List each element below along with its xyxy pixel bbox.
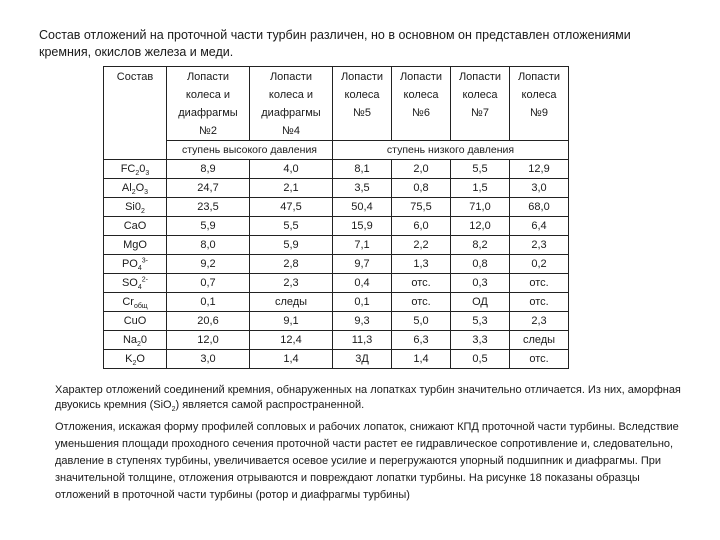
compound-cell	[104, 274, 167, 293]
table-row	[104, 350, 569, 369]
value-cell: 5,0	[392, 312, 451, 331]
blade-header-2	[167, 67, 250, 141]
value-cell: 5,9	[250, 236, 333, 255]
blade-header-9	[510, 67, 569, 141]
value-cell: 15,9	[333, 217, 392, 236]
value-cell: 6,3	[392, 331, 451, 350]
table-row	[104, 293, 569, 312]
value-cell: 6,4	[510, 217, 569, 236]
value-cell: 5,5	[451, 160, 510, 179]
value-cell: 8,2	[451, 236, 510, 255]
blade-header-4	[250, 67, 333, 141]
compound-sup: 2-	[141, 275, 149, 283]
stage-row	[104, 141, 569, 160]
compound-name: Na	[122, 333, 138, 346]
value-cell: 5,9	[167, 217, 250, 236]
header-line: Лопасти	[340, 71, 384, 83]
header-line: №6	[412, 107, 430, 119]
compound-cell	[104, 179, 167, 198]
blade-header-5	[333, 67, 392, 141]
value-cell: 23,5	[167, 198, 250, 217]
value-cell: 12,9	[510, 160, 569, 179]
table-row	[104, 198, 569, 217]
header-line: №5	[353, 107, 371, 119]
table-row	[104, 236, 569, 255]
compound-sub2: 3	[145, 169, 150, 177]
compound-cell	[104, 331, 167, 350]
value-cell: 2,3	[250, 274, 333, 293]
compound-name: Si0	[125, 200, 141, 213]
table-row	[104, 160, 569, 179]
value-cell: 0,8	[392, 179, 451, 198]
value-cell: 2,3	[510, 236, 569, 255]
value-cell: 2,2	[392, 236, 451, 255]
header-line: Лопасти	[269, 71, 313, 83]
compound-name: K	[125, 352, 133, 365]
paragraph-silicon-subscript: 2	[171, 406, 176, 414]
value-cell: 3,3	[451, 331, 510, 350]
value-cell: следы	[250, 293, 333, 312]
value-cell: отс.	[392, 274, 451, 293]
value-cell: 47,5	[250, 198, 333, 217]
deposits-table	[103, 66, 569, 369]
value-cell: 2,0	[392, 160, 451, 179]
table-body	[104, 160, 569, 369]
compound-sub: 4	[137, 283, 142, 291]
compound-cell	[104, 160, 167, 179]
intro-paragraph: Состав отложений на проточной части турбин различен, но в основном он представлен отложениями кремния, окислов железа и меди.	[39, 28, 631, 59]
header-line: диафрагмы	[261, 107, 321, 119]
value-cell: 2,8	[250, 255, 333, 274]
value-cell: 8,1	[333, 160, 392, 179]
compound-sup: 3-	[141, 256, 149, 264]
compound-cell	[104, 350, 167, 369]
blade-header-6	[392, 67, 451, 141]
compound-mid: O	[135, 181, 145, 194]
value-cell: 0,2	[510, 255, 569, 274]
value-cell: 1,4	[392, 350, 451, 369]
compound-cell	[104, 217, 167, 236]
value-cell: 7,1	[333, 236, 392, 255]
compound-sub: общ	[133, 302, 148, 310]
header-line: колеса	[521, 89, 557, 101]
value-cell: 4,0	[250, 160, 333, 179]
table-header-row	[104, 67, 569, 141]
compound-sub: 2	[132, 359, 137, 367]
value-cell: 12,0	[167, 331, 250, 350]
header-line: колеса и	[268, 89, 314, 101]
stage-high-label: ступень высокого давления	[167, 141, 333, 160]
value-cell: 3,5	[333, 179, 392, 198]
compound-name: SO	[121, 276, 138, 289]
compound-name: FC	[120, 162, 136, 175]
composition-header-label: Состав	[116, 71, 154, 83]
stage-low-label: ступень низкого давления	[333, 141, 569, 160]
compound-cell	[104, 312, 167, 331]
composition-header	[104, 67, 167, 160]
value-cell: отс.	[510, 293, 569, 312]
value-cell: 1,4	[250, 350, 333, 369]
compound-cell	[104, 255, 167, 274]
value-cell: отс.	[510, 350, 569, 369]
compound-name: Cr	[122, 295, 134, 308]
compound-sub: 2	[131, 188, 136, 196]
paragraph-silicon	[55, 383, 695, 413]
blade-header-7	[451, 67, 510, 141]
compound-sub: 2	[141, 207, 145, 215]
value-cell: 1,3	[392, 255, 451, 274]
compound-sub2: 3	[144, 188, 149, 196]
value-cell: 9,1	[250, 312, 333, 331]
value-cell: 9,3	[333, 312, 392, 331]
header-line: колеса	[344, 89, 380, 101]
compound-cell	[104, 293, 167, 312]
value-cell: 12,0	[451, 217, 510, 236]
value-cell: 9,7	[333, 255, 392, 274]
value-cell: 3,0	[510, 179, 569, 198]
table-row	[104, 255, 569, 274]
compound-mid: 0	[139, 162, 146, 175]
value-cell: 2,3	[510, 312, 569, 331]
value-cell: 0,7	[167, 274, 250, 293]
compound-sub: 4	[137, 264, 142, 272]
value-cell: 6,0	[392, 217, 451, 236]
value-cell: 8,9	[167, 160, 250, 179]
paragraph-efficiency: Отложения, искажая форму профилей сопловых и рабочих лопаток, снижают КПД проточной части турбины. Вследствие уменьшения площади проходного сечения проточной части растет ее гидравлическое сопротивление и, следовательно, давление в ступенях турбины, увеличивается осевое усилие и перегружаются упорный подшипник и диафрагмы. При значительной толщине, отложения отрываются и повреждают лопатки турбины. На рисунке 18 показаны образцы отложений в проточной части турбины (ротор и диафрагмы турбины)	[55, 421, 679, 501]
header-line: колеса	[403, 89, 439, 101]
compound-mid: O	[136, 352, 145, 365]
value-cell: следы	[510, 331, 569, 350]
value-cell: 8,0	[167, 236, 250, 255]
value-cell: 71,0	[451, 198, 510, 217]
compound-name: CaO	[123, 219, 147, 232]
value-cell: 24,7	[167, 179, 250, 198]
value-cell: 2,1	[250, 179, 333, 198]
table-row	[104, 179, 569, 198]
header-line: Лопасти	[517, 71, 561, 83]
compound-name: MgO	[123, 238, 147, 251]
value-cell: 5,5	[250, 217, 333, 236]
compound-cell	[104, 198, 167, 217]
value-cell: 0,1	[333, 293, 392, 312]
header-line: Лопасти	[399, 71, 443, 83]
header-line: №9	[530, 107, 548, 119]
compound-cell	[104, 236, 167, 255]
compound-sub: 2	[135, 169, 140, 177]
compound-sub: 2	[137, 340, 141, 348]
value-cell: 0,1	[167, 293, 250, 312]
header-line: №7	[471, 107, 489, 119]
value-cell: 50,4	[333, 198, 392, 217]
value-cell: 0,8	[451, 255, 510, 274]
value-cell: 75,5	[392, 198, 451, 217]
value-cell: 12,4	[250, 331, 333, 350]
value-cell: 68,0	[510, 198, 569, 217]
table-row	[104, 331, 569, 350]
value-cell: 9,2	[167, 255, 250, 274]
compound-mid: 0	[140, 333, 148, 346]
header-line: колеса и	[185, 89, 231, 101]
value-cell: 3Д	[333, 350, 392, 369]
value-cell: 11,3	[333, 331, 392, 350]
paragraph-silicon-part2: ) является самой распространенной.	[175, 399, 365, 411]
compound-name: Al	[121, 181, 132, 194]
value-cell: 20,6	[167, 312, 250, 331]
header-line: Лопасти	[458, 71, 502, 83]
value-cell: 0,4	[333, 274, 392, 293]
value-cell: 0,5	[451, 350, 510, 369]
header-line: Лопасти	[186, 71, 230, 83]
value-cell: 0,3	[451, 274, 510, 293]
table-row	[104, 312, 569, 331]
value-cell: отс.	[392, 293, 451, 312]
table-row	[104, 274, 569, 293]
header-line: колеса	[462, 89, 498, 101]
value-cell: 5,3	[451, 312, 510, 331]
header-line: диафрагмы	[178, 107, 238, 119]
value-cell: ОД	[451, 293, 510, 312]
compound-name: PO	[121, 257, 138, 270]
value-cell: 3,0	[167, 350, 250, 369]
compound-name: CuO	[123, 314, 147, 327]
paragraph-silicon-part1: Характер отложений соединений кремния, обнаруженных на лопатках турбин значительно отличается. Из них, аморфная двуокись кремния (SiO	[55, 384, 681, 411]
header-line: №4	[282, 125, 300, 137]
table-row	[104, 217, 569, 236]
header-line: №2	[199, 125, 217, 137]
value-cell: 1,5	[451, 179, 510, 198]
value-cell: отс.	[510, 274, 569, 293]
